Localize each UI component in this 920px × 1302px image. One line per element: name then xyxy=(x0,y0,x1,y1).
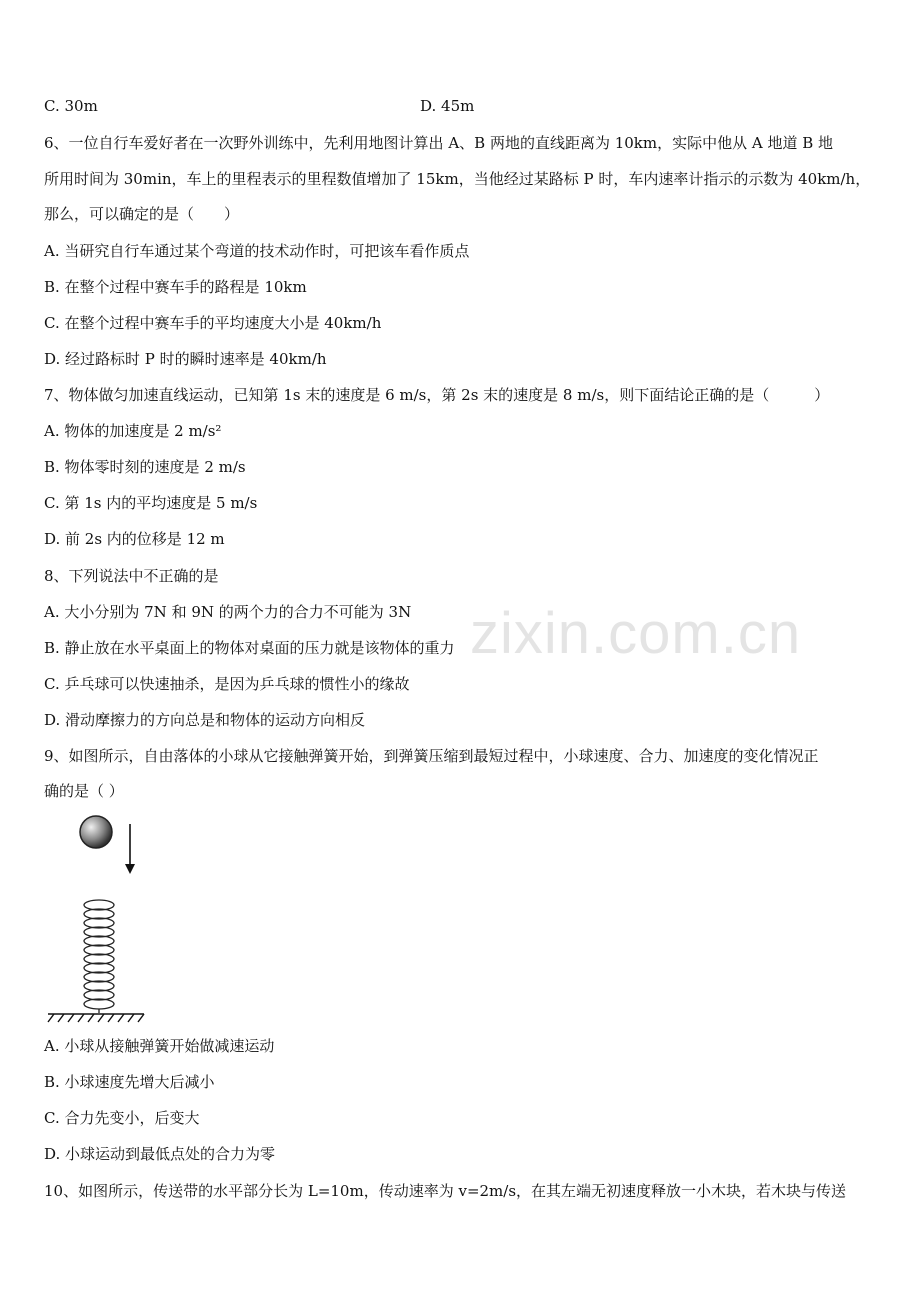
question-8-option-a: A. 大小分别为 7N 和 9N 的两个力的合力不可能为 3N xyxy=(44,603,412,621)
question-7-option-d: D. 前 2s 内的位移是 12 m xyxy=(44,530,225,548)
question-9-option-c: C. 合力先变小，后变大 xyxy=(44,1109,200,1127)
watermark: zixin.com.cn xyxy=(470,601,802,666)
question-6-line1: 6、一位自行车爱好者在一次野外训练中，先利用地图计算出 A、B 两地的直线距离为 10km，实际中他从 A 地道 B 地 xyxy=(44,134,834,152)
spring-icon xyxy=(84,900,114,1013)
question-9-line2: 确的是（ ） xyxy=(44,782,124,800)
option-d-q5: D. 45m xyxy=(420,97,475,115)
question-9-option-a: A. 小球从接触弹簧开始做减速运动 xyxy=(44,1037,275,1055)
question-6-line3: 那么，可以确定的是（ ） xyxy=(44,205,240,223)
question-7-option-b: B. 物体零时刻的速度是 2 m/s xyxy=(44,458,246,476)
question-9-option-d: D. 小球运动到最低点处的合力为零 xyxy=(44,1145,276,1163)
question-7: 7、物体做匀加速直线运动，已知第 1s 末的速度是 6 m/s，第 2s 末的速度是 8 m/s，则下面结论正确的是（ ） xyxy=(44,386,830,404)
option-c-q5: C. 30m xyxy=(44,97,98,115)
question-6-option-b: B. 在整个过程中赛车手的路程是 10km xyxy=(44,278,307,296)
question-10-line1: 10、如图所示，传送带的水平部分长为 L=10m，传动速率为 v=2m/s，在其左端无初速度释放一小木块，若木块与传送 xyxy=(44,1182,847,1200)
question-8-option-d: D. 滑动摩擦力的方向总是和物体的运动方向相反 xyxy=(44,711,366,729)
question-8: 8、下列说法中不正确的是 xyxy=(44,567,219,585)
ground-icon xyxy=(48,1014,144,1022)
question-6-option-a: A. 当研究自行车通过某个弯道的技术动作时，可把该车看作质点 xyxy=(44,242,470,260)
spring-ball-figure xyxy=(44,810,154,1028)
question-7-option-a: A. 物体的加速度是 2 m/s² xyxy=(44,422,222,440)
question-8-option-b: B. 静止放在水平桌面上的物体对桌面的压力就是该物体的重力 xyxy=(44,639,455,657)
question-9-option-b: B. 小球速度先增大后减小 xyxy=(44,1073,215,1091)
question-6-option-c: C. 在整个过程中赛车手的平均速度大小是 40km/h xyxy=(44,314,382,332)
question-7-option-c: C. 第 1s 内的平均速度是 5 m/s xyxy=(44,494,258,512)
question-9-line1: 9、如图所示，自由落体的小球从它接触弹簧开始，到弹簧压缩到最短过程中，小球速度、合力、加速度的变化情况正 xyxy=(44,747,819,765)
question-6-line2: 所用时间为 30min，车上的里程表示的里程数值增加了 15km，当他经过某路标 P 时，车内速率计指示的示数为 40km/h， xyxy=(44,170,871,188)
question-6-option-d: D. 经过路标时 P 时的瞬时速率是 40km/h xyxy=(44,350,327,368)
ball-icon xyxy=(80,816,112,848)
question-8-option-c: C. 乒乓球可以快速抽杀，是因为乒乓球的惯性小的缘故 xyxy=(44,675,410,693)
down-arrow-icon xyxy=(125,824,135,874)
